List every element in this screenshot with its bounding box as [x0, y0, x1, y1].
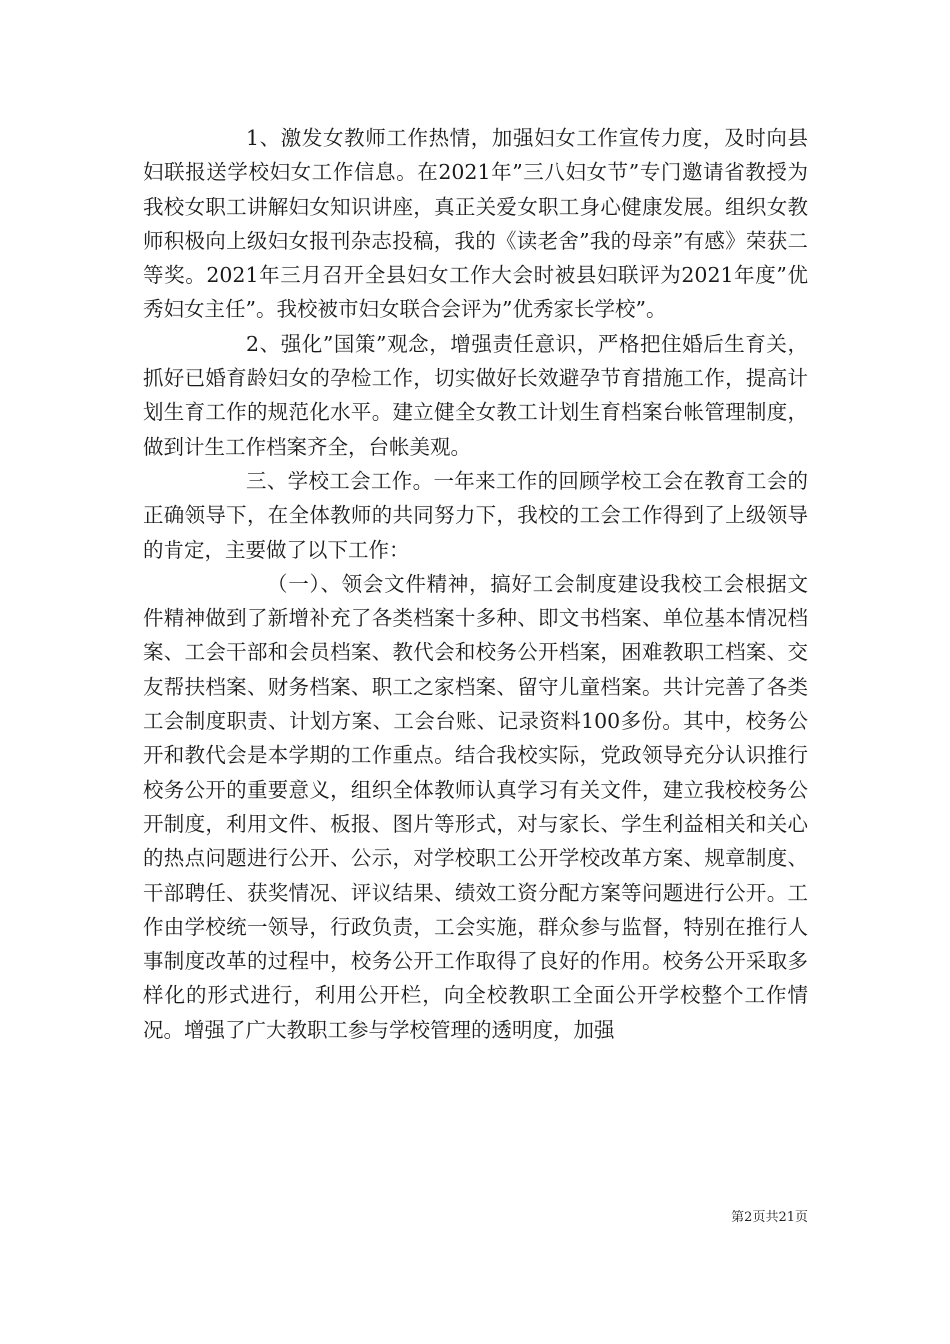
paragraph-union-system-building: （一）、领会文件精神，搞好工会制度建设我校工会根据文件精神做到了新增补充了各类档案十多种、即文书档案、单位基本情况档案、工会干部和会员档案、教代会和校务公开档案，困难教职工档案、交友帮扶档案、财务档案、职工之家档案、留守儿童档案。共计完善了各类工会制度职责、计划方案、工会台账、记录资料100多份。其中，校务公开和教代会是本学期的工作重点。结合我校实际，党政领导充分认识推行校务公开的重要意义，组织全体教师认真学习有关文件，建立我校校务公开制度，利用文件、板报、图片等形式，对与家长、学生利益相关和关心的热点问题进行公开、公示，对学校职工公开学校改革方案、规章制度、干部聘任、获奖情况、评议结果、绩效工资分配方案等问题进行公开。工作由学校统一领导，行政负责，工会实施，群众参与监督，特别在推行人事制度改革的过程中，校务公开工作取得了良好的作用。校务公开采取多样化的形式进行，利用公开栏，向全校教职工全面公开学校整个工作情况。增强了广大教职工参与学校管理的透明度，加强 [143, 571, 808, 1042]
paragraph-women-work-publicity: 1、激发女教师工作热情，加强妇女工作宣传力度，及时向县妇联报送学校妇女工作信息。在2021年”三八妇女节”专门邀请省教授为我校女职工讲解妇女知识讲座，真正关爱女职工身心健康发展。组织女教师积极向上级妇女报刊杂志投稿，我的《读老舍”我的母亲”有感》荣获二等奖。2021年三月召开全县妇女工作大会时被县妇联评为2021年度”优秀妇女主任”。我校被市妇女联合会评为”优秀家长学校”。 [143, 126, 808, 322]
page-number-footer: 第2页共21页 [731, 1210, 808, 1225]
paragraph-family-planning: 2、强化”国策”观念，增强责任意识，严格把住婚后生育关，抓好已婚育龄妇女的孕检工作，切实做好长效避孕节育措施工作，提高计划生育工作的规范化水平。建立健全女教工计划生育档案台帐管理制度，做到计生工作档案齐全，台帐美观。 [143, 331, 808, 459]
paragraph-union-work-heading: 三、学校工会工作。一年来工作的回顾学校工会在教育工会的正确领导下，在全体教师的共同努力下，我校的工会工作得到了上级领导的肯定，主要做了以下工作： [143, 468, 808, 562]
document-body [143, 121, 808, 1047]
